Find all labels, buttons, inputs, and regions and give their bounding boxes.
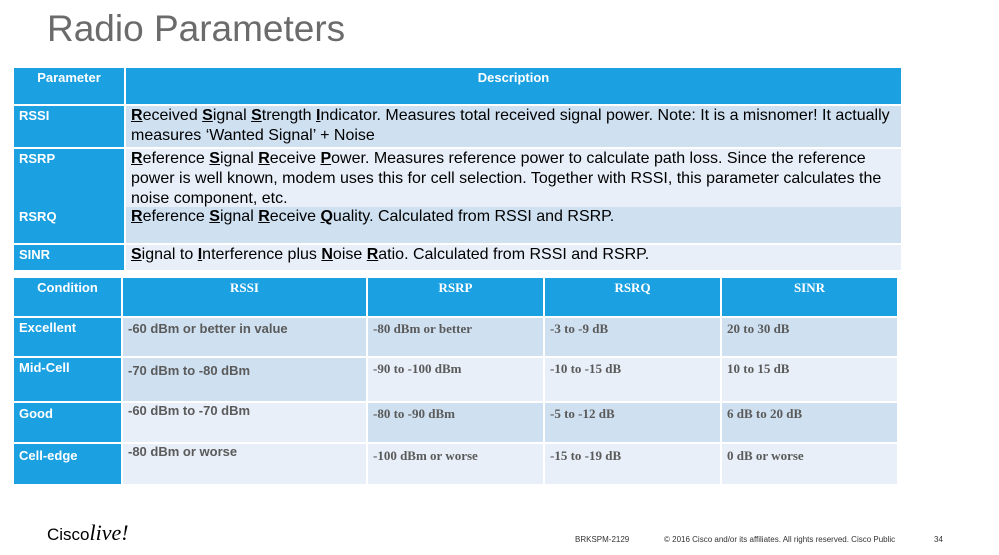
desc-initial-letter: R	[258, 208, 270, 225]
excellent-rssi: -60 dBm or better in value	[123, 318, 366, 356]
mid-cell-sinr: 10 to 15 dB	[722, 358, 897, 401]
desc-text: ndicator. Measures total received signal power. Note: It is a misnomer! It actually measures ‘Wanted Signal’ + Noise	[131, 107, 890, 144]
desc-initial-letter: I	[316, 107, 321, 124]
cisco-live-logo	[47, 520, 129, 546]
desc-initial-letter: S	[251, 107, 262, 124]
desc-text: ower. Measures reference power to calculate path loss. Since the reference power is well known, modem uses this for cell selection. Together with RSSI, this parameter calculates the noise component, etc.	[131, 150, 882, 207]
desc-initial-letter: S	[209, 150, 220, 167]
header-rsrq: RSRQ	[545, 278, 720, 316]
desc-initial-letter: R	[366, 246, 379, 263]
desc-initial-letter: R	[131, 107, 143, 124]
desc-text: nterference plus	[202, 246, 322, 263]
desc-initial-letter: S	[202, 107, 213, 124]
header-parameter: Parameter	[14, 68, 124, 104]
cell-edge-rsrp: -100 dBm or worse	[368, 444, 543, 484]
excellent-rsrp: -80 dBm or better	[368, 318, 543, 356]
page-title: Radio Parameters	[47, 8, 346, 49]
mid-cell-rsrq: -10 to -15 dB	[545, 358, 720, 401]
session-id: BRKSPM-2129	[575, 535, 630, 544]
desc-initial-letter: Q	[320, 208, 333, 225]
header-condition: Condition	[14, 278, 121, 316]
desc-text: ignal	[212, 107, 252, 124]
condition-good: Good	[14, 403, 121, 442]
condition-mid-cell: Mid-Cell	[14, 358, 121, 401]
good-rsrp: -80 to -90 dBm	[368, 403, 543, 442]
condition-cell-edge: Cell-edge	[14, 444, 121, 484]
mid-cell-rsrp: -90 to -100 dBm	[368, 358, 543, 401]
logo-live-text: live!	[89, 520, 129, 545]
desc-initial-letter: N	[321, 246, 333, 263]
desc-text: ignal to	[141, 246, 198, 263]
desc-text: eceive	[269, 150, 321, 167]
param-name-sinr: SINR	[14, 245, 124, 270]
desc-initial-letter: S	[209, 208, 220, 225]
desc-initial-letter: I	[197, 246, 203, 263]
desc-text: oise	[332, 246, 367, 263]
desc-initial-letter: R	[258, 150, 270, 167]
condition-excellent: Excellent	[14, 318, 121, 356]
header-description: Description	[126, 68, 901, 104]
desc-text: uality. Calculated from RSSI and RSRP.	[332, 208, 615, 225]
header-sinr: SINR	[722, 278, 897, 316]
desc-text: ignal	[219, 208, 259, 225]
param-name-rssi: RSSI	[14, 106, 124, 147]
good-rssi: -60 dBm to -70 dBm	[123, 403, 366, 442]
desc-initial-letter: R	[131, 208, 143, 225]
mid-cell-rssi: -70 dBm to -80 dBm	[123, 358, 366, 401]
logo-cisco-text: Cisco	[47, 525, 90, 544]
header-rsrp: RSRP	[368, 278, 543, 316]
good-rsrq: -5 to -12 dB	[545, 403, 720, 442]
cell-edge-rssi: -80 dBm or worse	[123, 444, 366, 484]
desc-initial-letter: S	[131, 246, 142, 263]
param-name-rsrq: RSRQ	[14, 207, 124, 243]
desc-initial-letter: R	[131, 150, 143, 167]
cell-edge-rsrq: -15 to -19 dB	[545, 444, 720, 484]
param-name-rsrp: RSRP	[14, 149, 124, 207]
desc-text: eference	[142, 150, 210, 167]
excellent-sinr: 20 to 30 dB	[722, 318, 897, 356]
desc-text: atio. Calculated from RSSI and RSRP.	[378, 246, 650, 263]
desc-text: eference	[142, 208, 210, 225]
desc-text: trength	[261, 107, 317, 124]
desc-text: eceived	[142, 107, 203, 124]
cell-edge-sinr: 0 dB or worse	[722, 444, 897, 484]
page-number: 34	[934, 535, 943, 544]
param-desc-sinr	[126, 245, 901, 270]
header-rssi: RSSI	[123, 278, 366, 316]
desc-text: ignal	[219, 150, 259, 167]
param-desc-rsrp	[126, 149, 901, 207]
good-sinr: 6 dB to 20 dB	[722, 403, 897, 442]
param-desc-rssi	[126, 106, 901, 147]
excellent-rsrq: -3 to -9 dB	[545, 318, 720, 356]
desc-initial-letter: P	[320, 150, 332, 167]
copyright-text: © 2016 Cisco and/or its affiliates. All rights reserved. Cisco Public	[664, 535, 896, 544]
desc-text: eceive	[269, 208, 321, 225]
param-desc-rsrq	[126, 207, 901, 243]
